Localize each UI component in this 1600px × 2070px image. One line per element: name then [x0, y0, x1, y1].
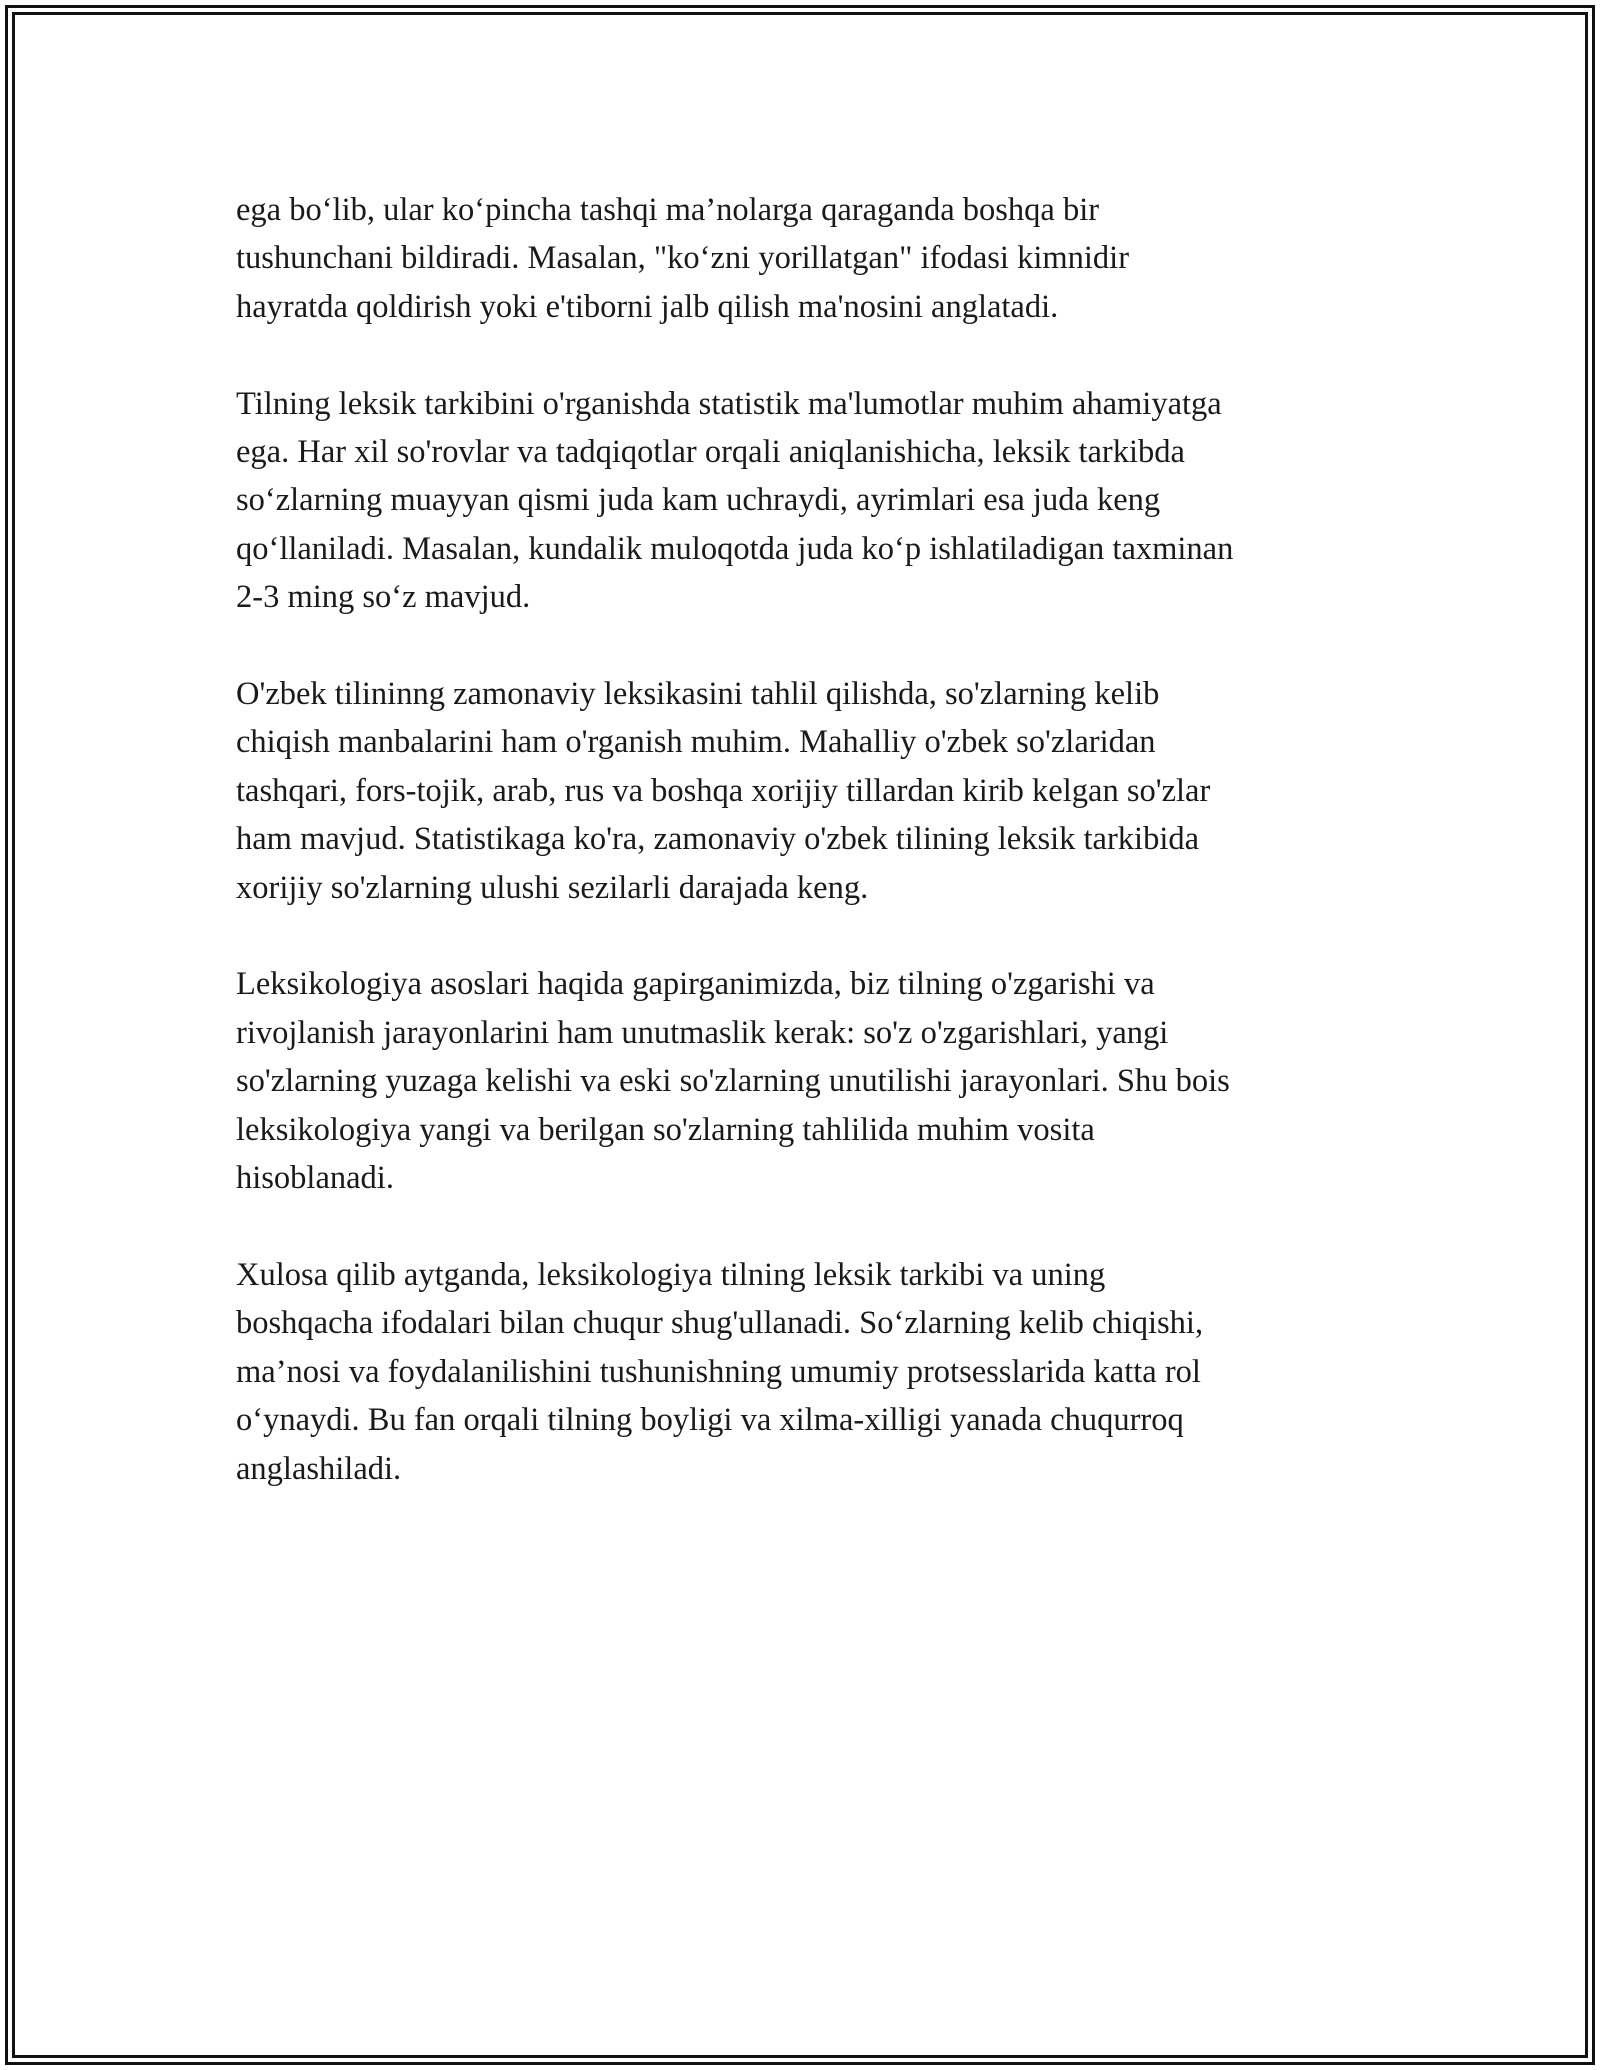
paragraph: Leksikologiya asoslari haqida gapirganimizda, biz tilning o'zgarishi va rivojlanish jarayonlarini ham unutmaslik kerak: so'z o'zgarishlari, yangi so'zlarning yuzaga kelishi va eski so'zlarning unutilishi jarayonlari. Shu bois leksikologiya yangi va berilgan so'zlarning tahlilida muhim vosita hisoblanadi. [236, 966, 1230, 1197]
paragraph: Tilning leksik tarkibini o'rganishda statistik ma'lumotlar muhim ahamiyatga ega. Har xil so'rovlar va tadqiqotlar orqali aniqlanishicha, leksik tarkibda so‘zlarning muayyan qismi juda kam uchraydi, ayrimlari esa juda keng qo‘llaniladi. Masalan, kundalik muloqotda juda ko‘p ishlatiladigan taxminan 2-3 ming so‘z mavjud. [236, 385, 1234, 616]
paragraph: O'zbek tilininng zamonaviy leksikasini tahlil qilishda, so'zlarning kelib chiqish manbalarini ham o'rganish muhim. Mahalliy o'zbek so'zlaridan tashqari, fors-tojik, arab, rus va boshqa xorijiy tillardan kirib kelgan so'zlar ham mavjud. Statistikaga ko'ra, zamonaviy o'zbek tilining leksik tarkibida xorijiy so'zlarning ulushi sezilarli darajada keng. [236, 676, 1211, 906]
paragraph: ega bo‘lib, ular ko‘pincha tashqi ma’nolarga qaraganda boshqa bir tushunchani bildiradi. Masalan, "ko‘zni yorillatgan" ifodasi kimnidir hayratda qoldirish yoki e'tiborni jalb qilish ma'nosini anglatadi. [236, 192, 1130, 325]
document-body [236, 186, 1371, 1541]
paragraph: Xulosa qilib aytganda, leksikologiya tilning leksik tarkibi va uning boshqacha ifodalari bilan chuqur shug'ullanadi. So‘zlarning kelib chiqishi, ma’nosi va foydalanilishini tushunishning umumiy protsesslarida katta rol o‘ynaydi. Bu fan orqali tilning boyligi va xilma-xilligi yanada chuqurroq anglashiladi. [236, 1256, 1204, 1487]
